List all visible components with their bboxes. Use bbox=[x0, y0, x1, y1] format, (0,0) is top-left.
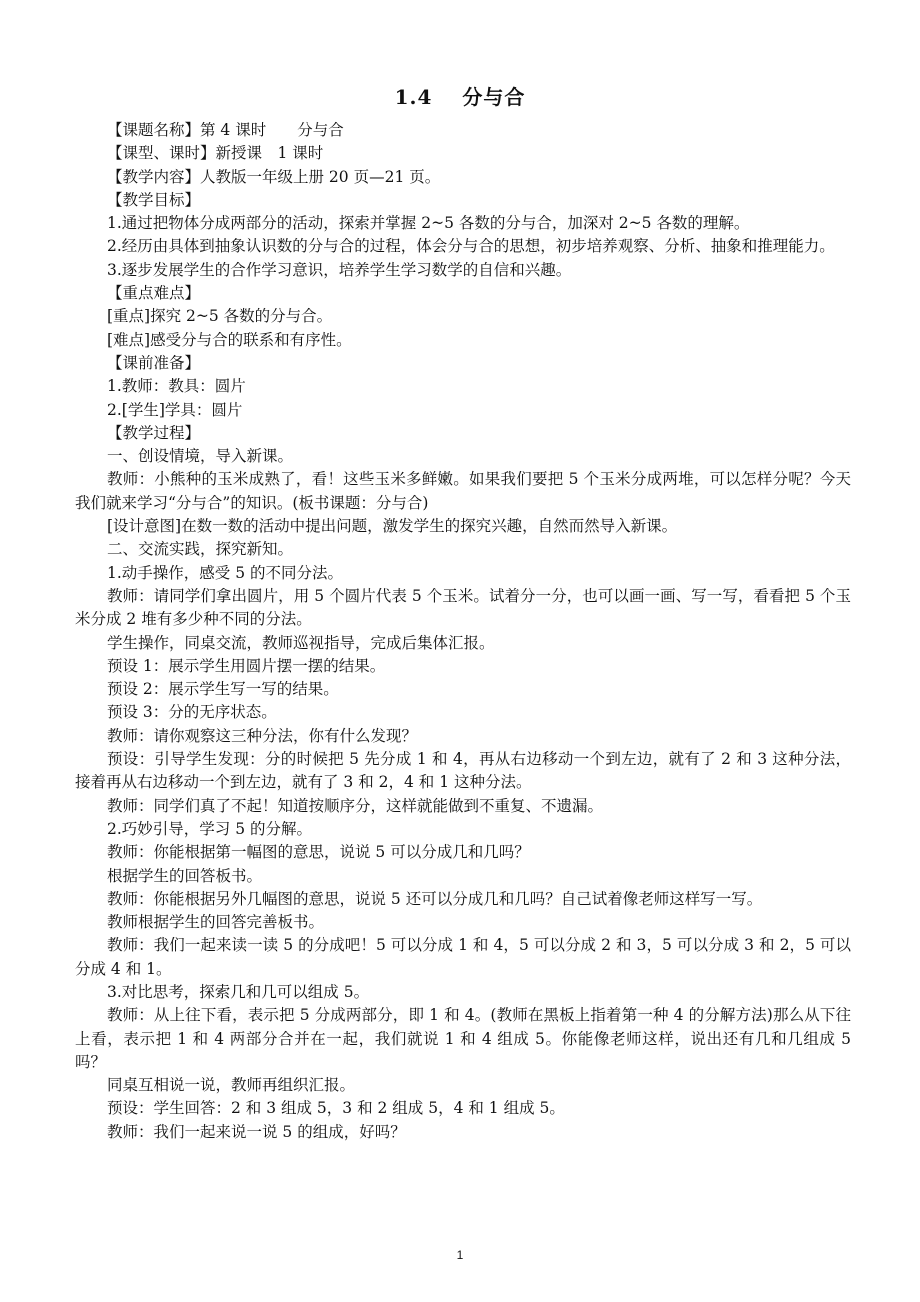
paragraph: 【课题名称】第 4 课时 分与合 bbox=[107, 121, 344, 139]
paragraph: 2.经历由具体到抽象认识数的分与合的过程，体会分与合的思想，初步培养观察、分析、抽象和推理能力。 bbox=[107, 237, 835, 256]
paragraph: 一、创设情境，导入新课。 bbox=[107, 447, 294, 466]
paragraph: 教师：请同学们拿出圆片，用 5 个圆片代表 5 个玉米。试着分一分，也可以画一画、写一写，看看把 5 个玉米分成 2 堆有多少种不同的分法。 bbox=[75, 586, 851, 629]
paragraph: 教师：我们一起来读一读 5 的分成吧！5 可以分成 1 和 4，5 可以分成 2 和 3，5 可以分成 3 和 2，5 可以分成 4 和 1。 bbox=[75, 936, 851, 978]
paragraph: 3.对比思考，探索几和几可以组成 5。 bbox=[107, 982, 370, 1001]
paragraph: 1.动手操作，感受 5 的不同分法。 bbox=[107, 563, 344, 582]
paragraph: [难点]感受分与合的联系和有序性。 bbox=[107, 330, 352, 349]
paragraph: 3.逐步发展学生的合作学习意识，培养学生学习数学的自信和兴趣。 bbox=[107, 260, 572, 279]
paragraph: 教师：你能根据第一幅图的意思，说说 5 可以分成几和几吗？ bbox=[107, 843, 530, 862]
title-number: 1.4 bbox=[394, 85, 433, 109]
paragraph: 学生操作，同桌交流，教师巡视指导，完成后集体汇报。 bbox=[107, 633, 495, 652]
paragraph: 教师：同学们真了不起！知道按顺序分，这样就能做到不重复、不遗漏。 bbox=[107, 796, 604, 815]
paragraph: 预设 3：分的无序状态。 bbox=[107, 703, 277, 722]
paragraph: 【教学内容】人教版一年级上册 20 页—21 页。 bbox=[107, 167, 441, 186]
paragraph: 2.[学生]学具：圆片 bbox=[107, 400, 243, 419]
paragraph: 1.教师：教具：圆片 bbox=[107, 377, 246, 396]
paragraph: 预设：引导学生发现：分的时候把 5 先分成 1 和 4，再从右边移动一个到左边，就有了 2 和 3 这种分法，接着再从右边移动一个到左边，就有了 3 和 2，4 和 1 这种分法。 bbox=[75, 750, 851, 792]
paragraph: [重点]探究 2~5 各数的分与合。 bbox=[107, 307, 333, 326]
paragraph: 教师：我们一起来说一说 5 的组成，好吗？ bbox=[107, 1122, 406, 1141]
paragraph: 预设 1：展示学生用圆片摆一摆的结果。 bbox=[107, 656, 386, 675]
page-number: 1 bbox=[456, 1248, 464, 1262]
document-body bbox=[75, 119, 851, 1144]
paragraph: 1.通过把物体分成两部分的活动，探索并掌握 2~5 各数的分与合，加深对 2~5 各数的理解。 bbox=[107, 214, 750, 233]
paragraph: 【教学过程】 bbox=[107, 423, 201, 442]
paragraph: 预设 2：展示学生写一写的结果。 bbox=[107, 680, 339, 699]
paragraph: 预设：学生回答：2 和 3 组成 5，3 和 2 组成 5，4 和 1 组成 5。 bbox=[107, 1099, 565, 1118]
paragraph: 教师：小熊种的玉米成熟了，看！这些玉米多鲜嫩。如果我们要把 5 个玉米分成两堆，可以怎样分呢？今天我们就来学习“分与合”的知识。(板书课题：分与合) bbox=[75, 470, 851, 512]
document-title bbox=[0, 83, 920, 111]
title-text: 分与合 bbox=[462, 85, 526, 109]
paragraph: 【重点难点】 bbox=[107, 284, 201, 303]
paragraph: 教师：请你观察这三种分法，你有什么发现？ bbox=[107, 726, 418, 745]
paragraph: 教师：从上往下看，表示把 5 分成两部分，即 1 和 4。(教师在黑板上指着第一种 4 的分解方法)那么从下往上看，表示把 1 和 4 两部分合并在一起，我们就说 1 和 4 组成 5。你能像老师这样，说出还有几和几组成 5 吗？ bbox=[75, 1006, 851, 1071]
paragraph: 二、交流实践，探究新知。 bbox=[107, 540, 294, 559]
paragraph: 同桌互相说一说，教师再组织汇报。 bbox=[107, 1076, 356, 1095]
paragraph: 【课前准备】 bbox=[107, 353, 201, 372]
paragraph: 教师根据学生的回答完善板书。 bbox=[107, 913, 325, 932]
paragraph: 2.巧妙引导，学习 5 的分解。 bbox=[107, 819, 313, 838]
paragraph: 教师：你能根据另外几幅图的意思，说说 5 还可以分成几和几吗？自己试着像老师这样写一写。 bbox=[107, 889, 763, 908]
paragraph: 根据学生的回答板书。 bbox=[107, 866, 263, 885]
paragraph: 【课型、课时】新授课 1 课时 bbox=[107, 144, 324, 163]
paragraph: [设计意图]在数一数的活动中提出问题，激发学生的探究兴趣，自然而然导入新课。 bbox=[107, 517, 678, 536]
paragraph: 【教学目标】 bbox=[107, 190, 201, 209]
